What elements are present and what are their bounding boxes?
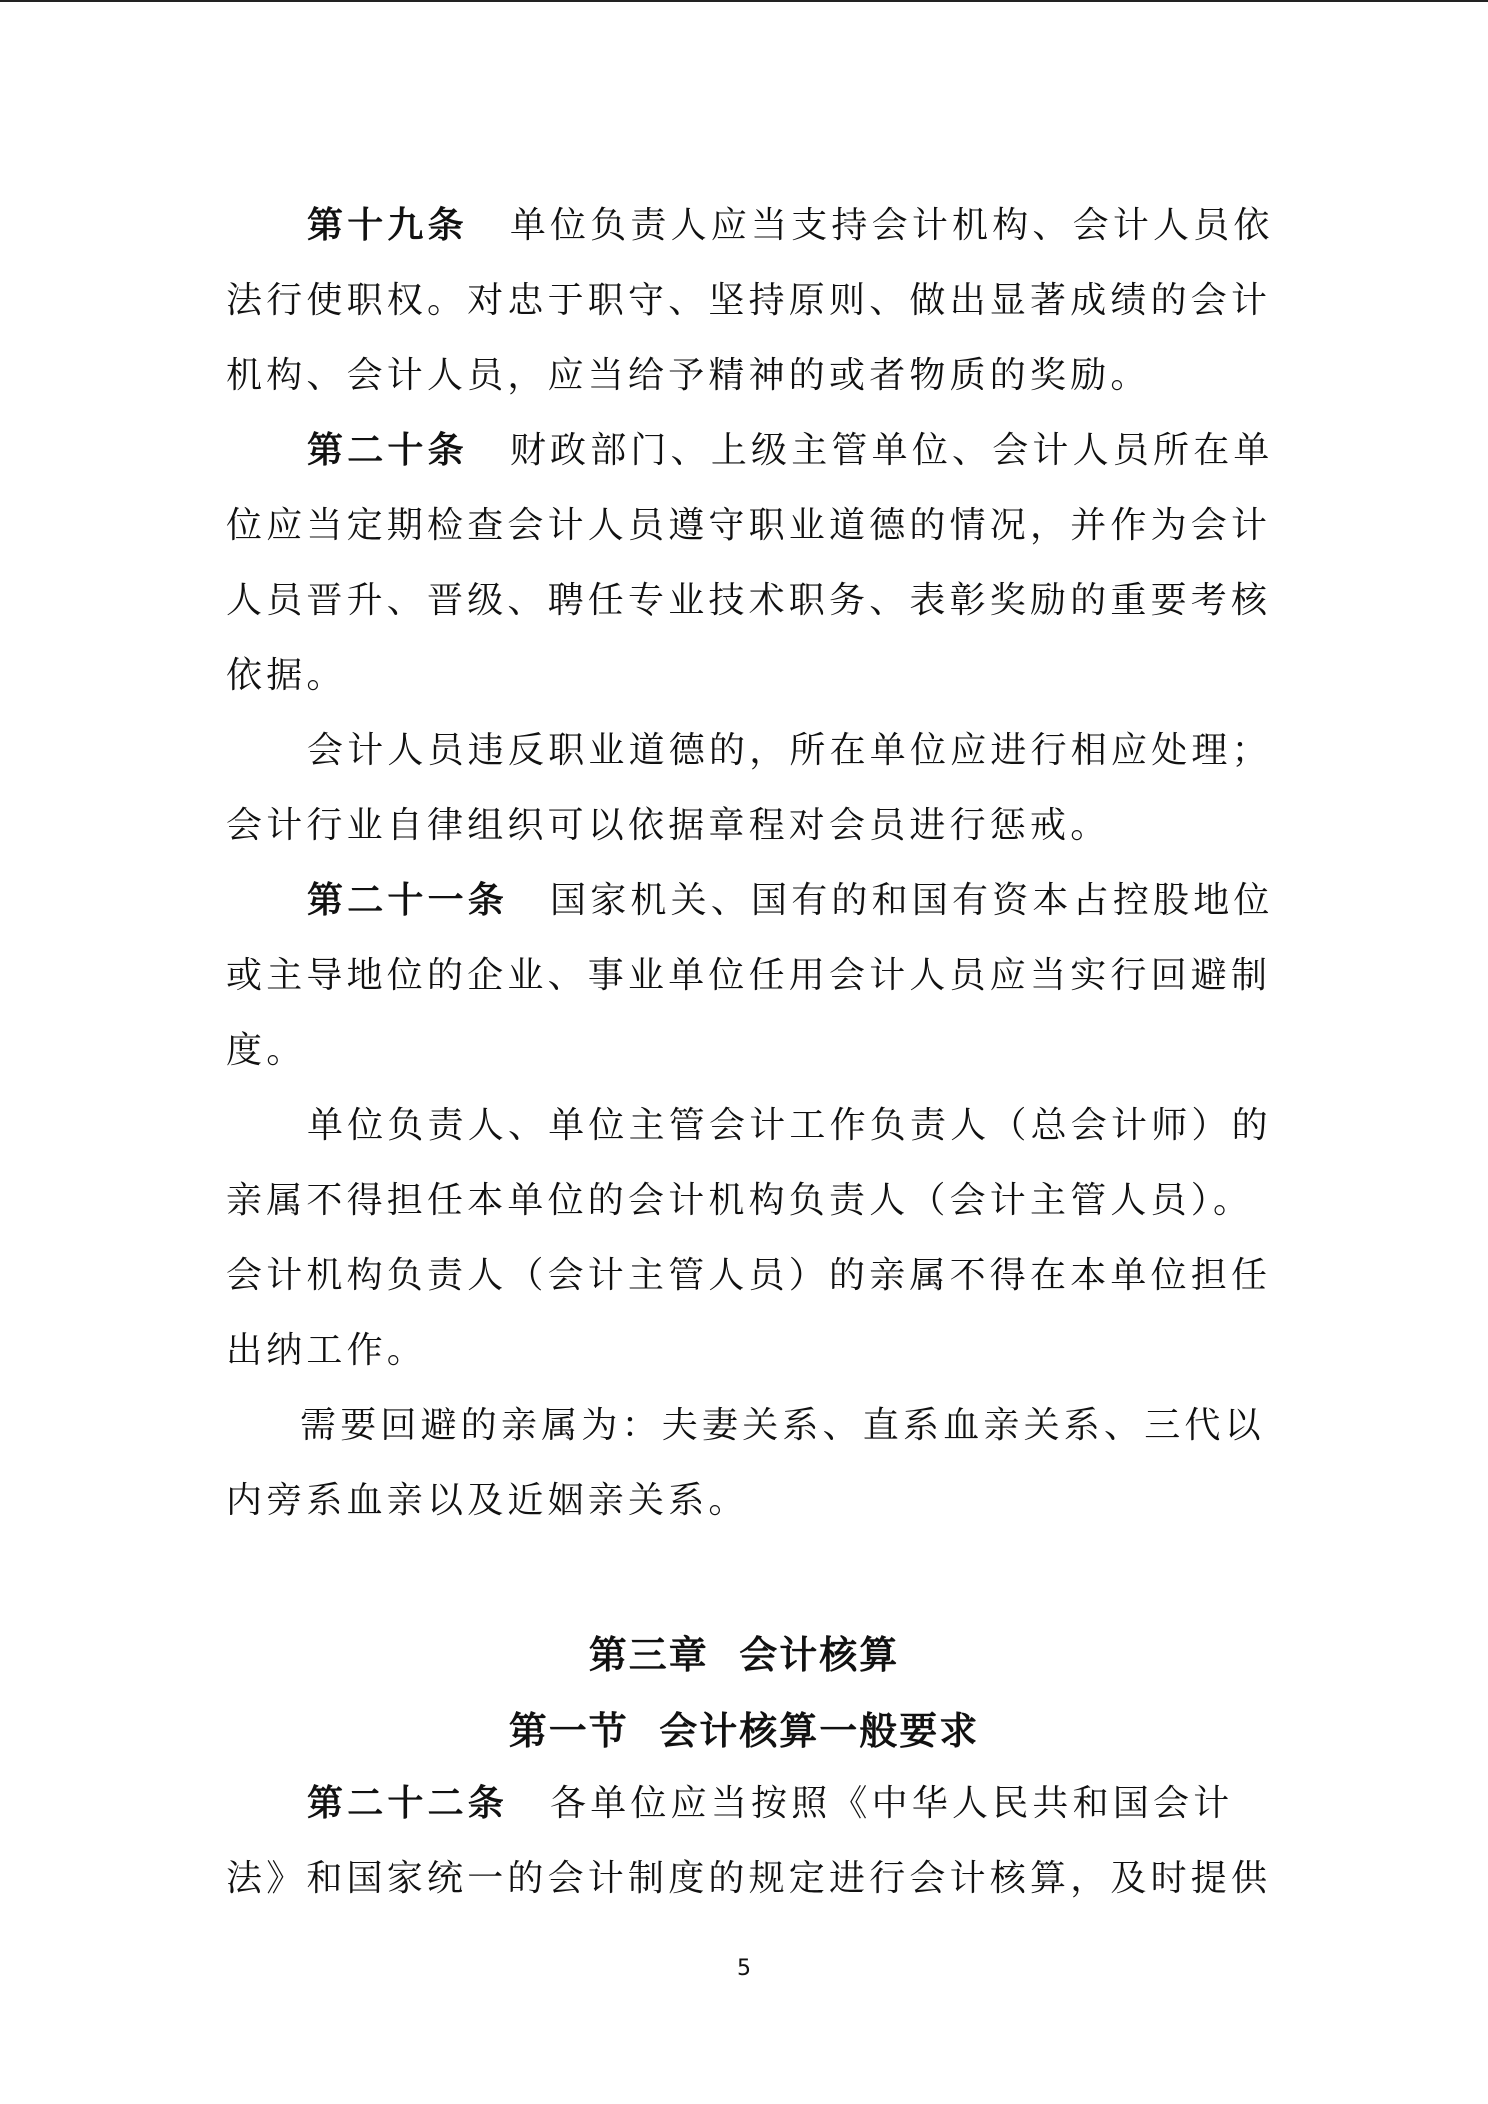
article-21-line-2: 或主导地位的企业、事业单位任用会计人员应当实行回避制 [226,955,1272,996]
violation-paragraph-line-2: 会计行业自律组织可以依据章程对会员进行惩戒。 [226,805,1111,846]
chapter-title: 第三章 会计核算 [588,1633,900,1677]
relatives-paragraph-line-1: 单位负责人、单位主管会计工作负责人（总会计师）的 [307,1105,1272,1146]
top-border-line [0,0,1488,2]
article-20-heading: 第二十条 [307,430,468,471]
avoidance-paragraph-line-1: 需要回避的亲属为：夫妻关系、直系血亲关系、三代以 [300,1405,1265,1446]
avoidance-paragraph-line-2: 内旁系血亲以及近姻亲关系。 [226,1480,749,1521]
violation-paragraph-line-1: 会计人员违反职业道德的，所在单位应进行相应处理； [307,730,1272,771]
article-20-line-4: 依据。 [226,655,347,696]
article-22-heading: 第二十二条 [307,1783,509,1824]
article-21-line-3: 度。 [226,1030,307,1071]
article-20-line-1: 第二十条 财政部门、上级主管单位、会计人员所在单 [307,430,1274,471]
relatives-paragraph-line-4: 出纳工作。 [226,1330,428,1371]
article-19-line-1: 第十九条 单位负责人应当支持会计机构、会计人员依 [307,205,1274,246]
page-number: 5 [737,1956,751,1981]
article-20-line-3: 人员晋升、晋级、聘任专业技术职务、表彰奖励的重要考核 [226,580,1272,621]
article-19-heading: 第十九条 [307,205,468,246]
body-text-upper [226,188,1274,1538]
article-20-line-2: 位应当定期检查会计人员遵守职业道德的情况，并作为会计 [226,505,1272,546]
article-22-line-2: 法》和国家统一的会计制度的规定进行会计核算，及时提供 [226,1858,1272,1899]
relatives-paragraph-line-3: 会计机构负责人（会计主管人员）的亲属不得在本单位担任 [226,1255,1272,1296]
body-text-lower [226,1766,1272,1916]
article-21-heading: 第二十一条 [307,880,509,921]
article-19-line-2: 法行使职权。对忠于职守、坚持原则、做出显著成绩的会计 [226,280,1272,321]
article-21-line-1: 第二十一条 国家机关、国有的和国有资本占控股地位 [307,880,1274,921]
article-22-line-1: 第二十二条 各单位应当按照《中华人民共和国会计 [307,1783,1234,1824]
article-19-line-3: 机构、会计人员，应当给予精神的或者物质的奖励。 [226,355,1151,396]
relatives-paragraph-line-2: 亲属不得担任本单位的会计机构负责人（会计主管人员）。 [226,1180,1254,1221]
section-title: 第一节 会计核算一般要求 [508,1709,980,1753]
